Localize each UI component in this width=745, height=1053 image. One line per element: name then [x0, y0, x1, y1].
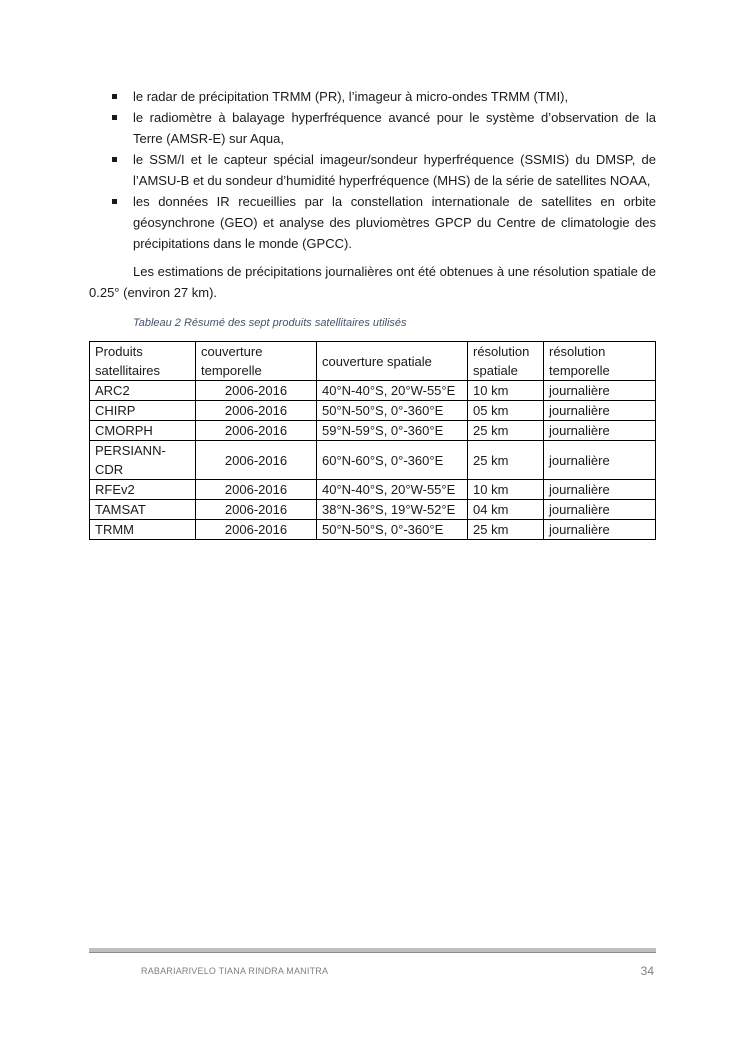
table-cell: 10 km	[468, 381, 544, 401]
table-header-row	[90, 342, 656, 381]
table-cell: TRMM	[90, 520, 196, 540]
table-cell: 40°N-40°S, 20°W-55°E	[317, 480, 468, 500]
list-item-text: les données IR recueillies par la constellation internationale de satellites en orbite géosynchrone (GEO) et analyse des pluviomètres GPCP du Centre de climatologie des précipitations dans le monde (GPCC).	[133, 194, 656, 251]
square-bullet-icon	[112, 157, 117, 162]
table-cell: journalière	[544, 401, 656, 421]
table-row	[90, 520, 656, 540]
list-item-text: le SSM/I et le capteur spécial imageur/sondeur hyperfréquence (SSMIS) du DMSP, de l’AMSU-B et du sondeur d’humidité hyperfréquence (MHS) de la série de satellites NOAA,	[133, 152, 656, 188]
table-caption: Tableau 2 Résumé des sept produits satellitaires utilisés	[133, 317, 407, 329]
table-cell: CHIRP	[90, 401, 196, 421]
table-cell: CMORPH	[90, 421, 196, 441]
square-bullet-icon	[112, 199, 117, 204]
square-bullet-icon	[112, 115, 117, 120]
table-cell: journalière	[544, 441, 656, 480]
table-cell: journalière	[544, 381, 656, 401]
table-cell: ARC2	[90, 381, 196, 401]
table-cell: 04 km	[468, 500, 544, 520]
column-header: résolution spatiale	[468, 342, 544, 381]
page-number: 34	[640, 964, 654, 978]
list-item	[89, 191, 656, 254]
body-paragraph: Les estimations de précipitations journalières ont été obtenues à une résolution spatiale de 0.25° (environ 27 km).	[89, 264, 656, 300]
table-cell: 2006-2016	[196, 381, 317, 401]
page-content	[89, 86, 656, 540]
table-cell: RFEv2	[90, 480, 196, 500]
column-header: résolution temporelle	[544, 342, 656, 381]
table-cell: journalière	[544, 500, 656, 520]
table-cell: 40°N-40°S, 20°W-55°E	[317, 381, 468, 401]
table-cell: 2006-2016	[196, 480, 317, 500]
table-row	[90, 441, 656, 480]
table-cell: 60°N-60°S, 0°-360°E	[317, 441, 468, 480]
square-bullet-icon	[112, 94, 117, 99]
list-item	[89, 149, 656, 191]
column-header: Produits satellitaires	[90, 342, 196, 381]
list-item	[89, 86, 656, 107]
table-row	[90, 381, 656, 401]
table-row	[90, 480, 656, 500]
table-row	[90, 500, 656, 520]
footer-divider	[89, 948, 656, 953]
satellite-products-table	[89, 341, 656, 540]
table-cell: PERSIANN-CDR	[90, 441, 196, 480]
list-item-text: le radiomètre à balayage hyperfréquence avancé pour le système d’observation de la Terre (AMSR-E) sur Aqua,	[133, 110, 656, 146]
table-cell: 2006-2016	[196, 441, 317, 480]
footer-author: RABARIARIVELO TIANA RINDRA MANITRA	[141, 966, 329, 976]
satellite-sources-list	[89, 86, 656, 254]
table-cell: journalière	[544, 421, 656, 441]
table-row	[90, 421, 656, 441]
list-item	[89, 107, 656, 149]
table-cell: 2006-2016	[196, 500, 317, 520]
table-cell: 2006-2016	[196, 421, 317, 441]
table-cell: 59°N-59°S, 0°-360°E	[317, 421, 468, 441]
table-cell: 25 km	[468, 421, 544, 441]
table-cell: 05 km	[468, 401, 544, 421]
table-cell: 25 km	[468, 441, 544, 480]
table-cell: TAMSAT	[90, 500, 196, 520]
table-cell: journalière	[544, 480, 656, 500]
table-cell: 25 km	[468, 520, 544, 540]
table-cell: 2006-2016	[196, 520, 317, 540]
table-row	[90, 401, 656, 421]
table-cell: 50°N-50°S, 0°-360°E	[317, 520, 468, 540]
column-header: couverture temporelle	[196, 342, 317, 381]
list-item-text: le radar de précipitation TRMM (PR), l’imageur à micro-ondes TRMM (TMI),	[133, 89, 569, 104]
column-header: couverture spatiale	[317, 342, 468, 381]
table-cell: journalière	[544, 520, 656, 540]
table-cell: 10 km	[468, 480, 544, 500]
table-cell: 50°N-50°S, 0°-360°E	[317, 401, 468, 421]
table-cell: 38°N-36°S, 19°W-52°E	[317, 500, 468, 520]
table-cell: 2006-2016	[196, 401, 317, 421]
